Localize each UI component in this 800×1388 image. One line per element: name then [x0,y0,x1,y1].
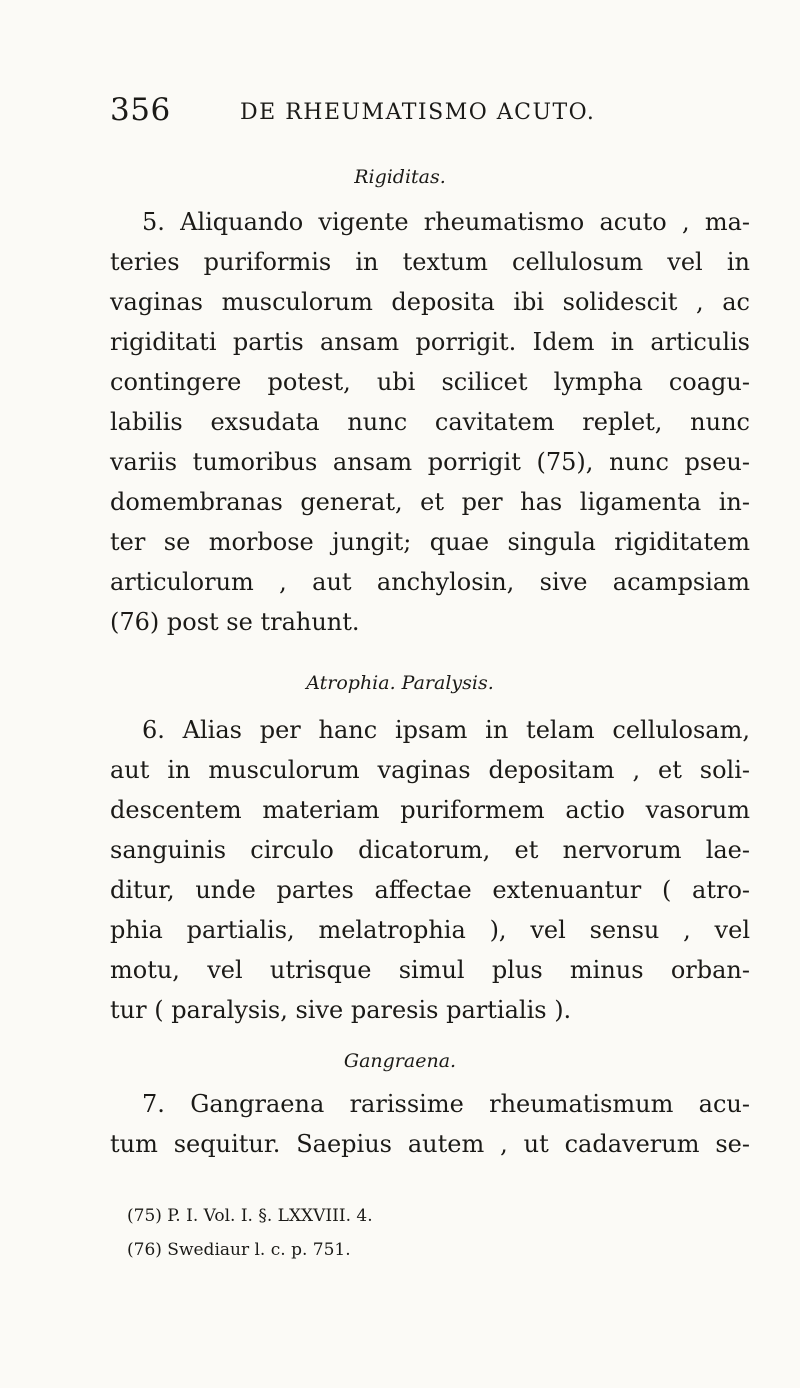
text-line: sanguinis circulo dicatorum, et nervorum lae- [110,836,750,864]
text-line: ter se morbose jungit; quae singula rigiditatem [110,528,750,556]
page-header [110,92,750,142]
text-line: motu, vel utrisque simul plus minus orban- [110,956,750,984]
text-line: (76) post se trahunt. [110,608,360,636]
text-line: 6. Alias per hanc ipsam in telam cellulosam, [142,716,750,744]
text-line: 7. Gangraena rarissime rheumatismum acu- [142,1090,750,1118]
section-heading-rigiditas: Rigiditas. [354,166,446,188]
text-line: 5. Aliquando vigente rheumatismo acuto , ma- [142,208,750,236]
running-title: DE RHEUMATISMO ACUTO. [240,100,596,125]
text-line: contingere potest, ubi scilicet lympha coagu- [110,368,750,396]
section-heading-atrophia: Atrophia. Paralysis. [306,672,494,694]
footnote-75: (75) P. I. Vol. I. §. LXXVIII. 4. [127,1206,373,1226]
text-line: tur ( paralysis, sive paresis partialis ). [110,996,572,1024]
text-line: tum sequitur. Saepius autem , ut cadaverum se- [110,1130,750,1158]
text-line: aut in musculorum vaginas depositam , et soli- [110,756,750,784]
text-line: ditur, unde partes affectae extenuantur ( atro- [110,876,750,904]
text-line: teries puriformis in textum cellulosum vel in [110,248,750,276]
footnote-76: (76) Swediaur l. c. p. 751. [127,1240,351,1260]
text-line: labilis exsudata nunc cavitatem replet, nunc [110,408,750,436]
section-heading-gangraena: Gangraena. [343,1050,457,1072]
text-line: articulorum , aut anchylosin, sive acampsiam [110,568,750,596]
text-line: phia partialis, melatrophia ), vel sensu , vel [110,916,750,944]
text-line: vaginas musculorum deposita ibi solidescit , ac [110,288,750,316]
page-number: 356 [110,92,171,128]
text-line: variis tumoribus ansam porrigit (75), nunc pseu- [110,448,750,476]
text-line: descentem materiam puriformem actio vasorum [110,796,750,824]
text-line: rigiditati partis ansam porrigit. Idem in articulis [110,328,750,356]
text-line: domembranas generat, et per has ligamenta in- [110,488,750,516]
